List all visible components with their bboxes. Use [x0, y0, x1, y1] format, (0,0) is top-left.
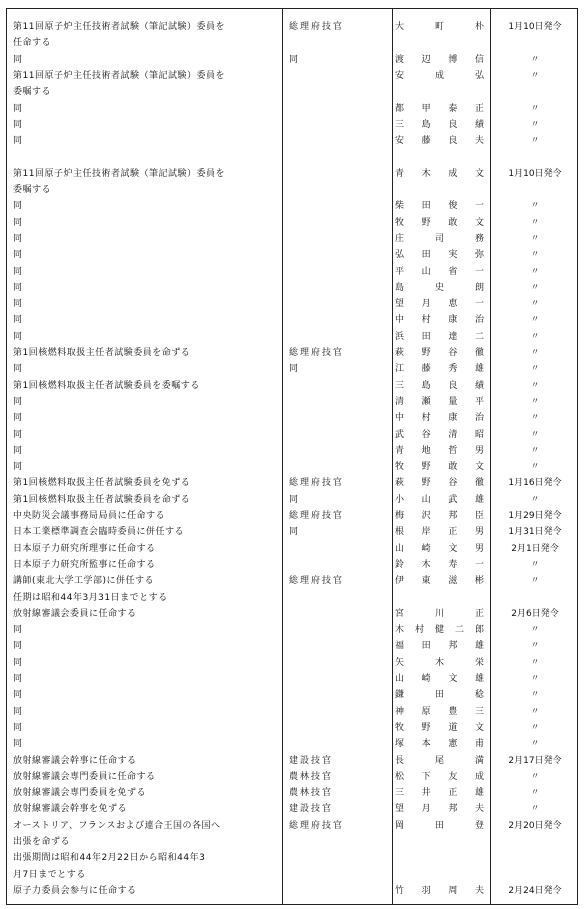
cell-date: 〃: [530, 494, 540, 505]
cell-date: 〃: [530, 364, 540, 375]
table-row: [7, 101, 577, 118]
cell-action: 同: [13, 625, 23, 636]
table-row: [7, 52, 577, 69]
cell-action: 同: [13, 299, 23, 310]
table-row: [7, 606, 577, 623]
cell-action: 同: [13, 364, 23, 375]
cell-date: 1月16日発令: [508, 478, 562, 489]
table-row: [7, 655, 577, 672]
table-row: [7, 590, 577, 607]
cell-date: 〃: [530, 445, 540, 456]
cell-action: 同: [13, 201, 23, 212]
cell-action: 同: [13, 706, 23, 717]
cell-name: 萩野谷徹: [395, 348, 485, 358]
cell-post: 建設技官: [289, 755, 334, 766]
cell-post: 総理府技官: [289, 511, 345, 521]
cell-date: 2月6日発令: [511, 608, 559, 619]
cell-name: 長尾満: [395, 755, 485, 766]
cell-post: 総理府技官: [289, 348, 345, 358]
table-row: [7, 329, 577, 346]
cell-date: 2月17日発令: [508, 755, 562, 766]
cell-action: 出張期間は昭和44年2月22日から昭和44年3: [13, 853, 206, 864]
cell-name: 三井正雄: [395, 788, 485, 799]
table-row: [7, 247, 577, 264]
cell-name: 武谷清昭: [395, 429, 485, 440]
cell-date: 〃: [530, 804, 540, 815]
cell-action: 同: [13, 217, 23, 228]
cell-date: 〃: [530, 103, 540, 114]
cell-date: 1月10日発令: [508, 168, 562, 179]
cell-action: 第1回核燃料取扱主任者試験委員を命ずる: [13, 348, 191, 358]
cell-action: 同: [13, 54, 23, 65]
table-row: [7, 492, 577, 509]
table-row: [7, 215, 577, 232]
table-row: [7, 35, 577, 52]
table-row: [7, 394, 577, 411]
cell-name: 渡辺博信: [395, 54, 485, 65]
cell-date: 〃: [530, 380, 540, 391]
cell-action: 同: [13, 103, 23, 114]
cell-action: 同: [13, 282, 23, 293]
cell-action: 同: [13, 119, 23, 130]
cell-name: 三島良績: [395, 119, 485, 130]
table-row: [7, 720, 577, 737]
cell-action: 中央防災会議事務局局員に任命する: [13, 511, 166, 521]
cell-name: 都甲泰正: [395, 103, 485, 114]
cell-name: 牧野敢文: [395, 462, 485, 473]
cell-action: 同: [13, 722, 23, 733]
cell-action: 放射線審議会委員に任命する: [13, 608, 137, 619]
cell-post: 総理府技官: [289, 576, 345, 587]
cell-action: 同: [13, 657, 23, 668]
cell-date: 〃: [530, 396, 540, 407]
table-row: [7, 361, 577, 378]
cell-name: 柴田俊一: [395, 201, 485, 212]
cell-action: 放射線審議会専門委員に任命する: [13, 771, 156, 782]
cell-action: 第11回原子炉主任技術者試験（筆記試験）委員を: [13, 22, 225, 32]
cell-action: 同: [13, 739, 23, 750]
cell-name: 牧野敢文: [395, 217, 485, 228]
cell-date: 〃: [530, 429, 540, 440]
cell-date: 〃: [530, 788, 540, 799]
cell-action: 同: [13, 641, 23, 652]
cell-action: 同: [13, 445, 23, 456]
cell-name: 江藤秀雄: [395, 364, 485, 375]
cell-name: 清瀬量平: [395, 396, 485, 407]
cell-date: 〃: [530, 119, 540, 130]
table-row: [7, 834, 577, 851]
cell-date: 〃: [530, 233, 540, 244]
cell-action: 同: [13, 136, 23, 147]
table-row: [7, 541, 577, 558]
cell-name: 松下友成: [395, 771, 485, 782]
cell-action: 同: [13, 413, 23, 424]
cell-date: 〃: [530, 331, 540, 342]
table-row: [7, 427, 577, 444]
cell-action: 同: [13, 233, 23, 244]
cell-action: 日本原子力研究所監事に任命する: [13, 559, 156, 570]
cell-name: 安成弘: [395, 70, 485, 81]
cell-post: 農林技官: [289, 788, 334, 799]
cell-action: 第11回原子炉主任技術者試験（筆記試験）委員を: [13, 70, 225, 81]
table-row: [7, 84, 577, 101]
cell-date: 〃: [530, 625, 540, 636]
cell-name: 神原豊三: [395, 706, 485, 717]
cell-date: 2月24日発令: [508, 885, 562, 896]
cell-action: 放射線審議会幹事を免ずる: [13, 804, 128, 815]
cell-date: 〃: [530, 266, 540, 277]
table-row: [7, 68, 577, 85]
cell-action: 放射線審議会幹事に任命する: [13, 755, 137, 766]
cell-date: 〃: [530, 690, 540, 701]
table-row: [7, 704, 577, 721]
table-row: [7, 198, 577, 215]
cell-date: 〃: [530, 641, 540, 652]
table-row: [7, 753, 577, 770]
cell-name: 梅沢邦臣: [395, 511, 485, 521]
cell-date: 〃: [530, 54, 540, 65]
cell-date: 1月10日発令: [508, 22, 562, 32]
table-row: [7, 312, 577, 329]
cell-name: 小山武雄: [395, 494, 485, 505]
cell-action: 同: [13, 315, 23, 326]
table-row: [7, 345, 577, 362]
cell-name: 鎌田稔: [395, 690, 485, 701]
cell-date: 〃: [530, 722, 540, 733]
cell-action: 第1回核燃料取扱主任者試験委員を命ずる: [13, 494, 191, 505]
table-row: [7, 867, 577, 884]
cell-name: 岡田登: [395, 820, 485, 831]
cell-action: オーストリア、フランスおよび連合王国の各国へ: [13, 820, 221, 831]
cell-name: 望月邦夫: [395, 804, 485, 815]
cell-date: 〃: [530, 576, 540, 587]
table-row: [7, 785, 577, 802]
cell-name: 弘田実弥: [395, 250, 485, 261]
cell-name: 安藤良夫: [395, 136, 485, 147]
cell-action: 任命する: [13, 38, 52, 49]
appointments-table: [6, 8, 578, 905]
cell-name: 竹羽周夫: [395, 885, 485, 896]
cell-action: 原子力委員会参与に任命する: [13, 885, 137, 896]
cell-action: 同: [13, 250, 23, 261]
table-row: [7, 296, 577, 313]
cell-post: 建設技官: [289, 804, 334, 815]
cell-name: 伊東滋彬: [395, 576, 485, 587]
cell-date: 〃: [530, 282, 540, 293]
cell-post: 総理府技官: [289, 478, 345, 489]
cell-date: 〃: [530, 771, 540, 782]
table-row: [7, 149, 577, 166]
table-row: [7, 475, 577, 492]
table-row: [7, 459, 577, 476]
table-row: [7, 622, 577, 639]
cell-name: 大町朴: [395, 22, 485, 32]
cell-name: 塚本憲甫: [395, 739, 485, 750]
cell-name: 青木成文: [395, 168, 485, 179]
cell-date: 〃: [530, 299, 540, 310]
cell-action: 同: [13, 462, 23, 473]
cell-post: 総理府技官: [289, 820, 345, 831]
table-row: [7, 264, 577, 281]
cell-action: 任期は昭和44年3月31日までとする: [13, 592, 168, 603]
cell-action: 放射線審議会専門委員を免ずる: [13, 788, 147, 799]
cell-date: 〃: [530, 674, 540, 684]
cell-date: 〃: [530, 462, 540, 473]
cell-date: 〃: [530, 217, 540, 228]
cell-action: 第1回核燃料取扱主任者試験委員を委嘱する: [13, 380, 200, 391]
cell-action: 委嘱する: [13, 185, 52, 195]
cell-name: 萩野谷徹: [395, 478, 485, 489]
cell-name: 鈴木寿一: [395, 559, 485, 570]
cell-action: 講師(東北大学工学部)に併任する: [13, 576, 155, 587]
table-row: [7, 818, 577, 835]
cell-action: 同: [13, 331, 23, 342]
cell-name: 中村康治: [395, 315, 485, 326]
cell-name: 島史朗: [395, 282, 485, 293]
cell-name: 平山省一: [395, 266, 485, 277]
table-row: [7, 687, 577, 704]
cell-date: 〃: [530, 706, 540, 717]
cell-name: 中村康治: [395, 413, 485, 424]
cell-name: 矢木栄: [395, 657, 485, 668]
cell-name: 望月恵一: [395, 299, 485, 310]
cell-post: 同: [289, 54, 301, 65]
cell-action: 同: [13, 396, 23, 407]
cell-date: 1月29日発令: [508, 511, 562, 521]
cell-post: 同: [289, 527, 301, 538]
cell-action: 同: [13, 674, 23, 684]
cell-action: 日本原子力研究所理事に任命する: [13, 543, 156, 554]
table-row: [7, 410, 577, 427]
table-row: [7, 378, 577, 395]
cell-date: 〃: [530, 348, 540, 358]
cell-action: 委嘱する: [13, 87, 52, 98]
cell-name: 木村健二郎: [395, 625, 485, 636]
cell-date: 〃: [530, 739, 540, 750]
cell-date: 2月1日発令: [511, 543, 559, 554]
table-row: [7, 19, 577, 36]
table-row: [7, 508, 577, 525]
table-row: [7, 280, 577, 297]
cell-post: 農林技官: [289, 771, 334, 782]
table-row: [7, 117, 577, 134]
cell-action: 第1回核燃料取扱主任者試験委員を免ずる: [13, 478, 191, 489]
table-row: [7, 801, 577, 818]
table-row: [7, 883, 577, 900]
cell-name: 山崎文男: [395, 543, 485, 554]
cell-action: 出張を命ずる: [13, 837, 71, 847]
cell-date: 1月31日発令: [508, 527, 562, 538]
table-row: [7, 557, 577, 574]
cell-date: 〃: [530, 136, 540, 147]
cell-date: 〃: [530, 559, 540, 570]
cell-action: 月7日までとする: [13, 869, 86, 880]
cell-name: 宮川正: [395, 608, 485, 619]
cell-name: 庄司務: [395, 233, 485, 244]
cell-post: 同: [289, 494, 301, 505]
cell-name: 福田邦雄: [395, 641, 485, 652]
cell-action: 同: [13, 266, 23, 277]
cell-date: 2月20日発令: [508, 820, 562, 831]
cell-name: 三島良績: [395, 380, 485, 391]
cell-date: 〃: [530, 250, 540, 261]
table-row: [7, 166, 577, 183]
table-row: [7, 182, 577, 199]
cell-action: 同: [13, 429, 23, 440]
table-row: [7, 736, 577, 753]
cell-post: 同: [289, 364, 301, 375]
cell-name: 浜田達二: [395, 331, 485, 342]
cell-date: 〃: [530, 315, 540, 326]
cell-name: 青地哲男: [395, 445, 485, 456]
cell-date: 〃: [530, 413, 540, 424]
cell-post: 総理府技官: [289, 22, 345, 32]
cell-name: 牧野道文: [395, 722, 485, 733]
cell-date: 〃: [530, 657, 540, 668]
cell-date: 〃: [530, 70, 540, 81]
cell-action: 日本工業標準調査会臨時委員に併任する: [13, 527, 185, 538]
table-row: [7, 573, 577, 590]
table-row: [7, 524, 577, 541]
cell-name: 根岸正男: [395, 527, 485, 538]
table-row: [7, 231, 577, 248]
table-row: [7, 133, 577, 150]
table-row: [7, 769, 577, 786]
cell-name: 山崎文雄: [395, 674, 485, 684]
table-row: [7, 850, 577, 867]
cell-action: 第11回原子炉主任技術者試験（筆記試験）委員を: [13, 168, 225, 179]
cell-date: 〃: [530, 201, 540, 212]
table-row: [7, 638, 577, 655]
cell-action: 同: [13, 690, 23, 701]
table-row: [7, 671, 577, 688]
table-row: [7, 443, 577, 460]
